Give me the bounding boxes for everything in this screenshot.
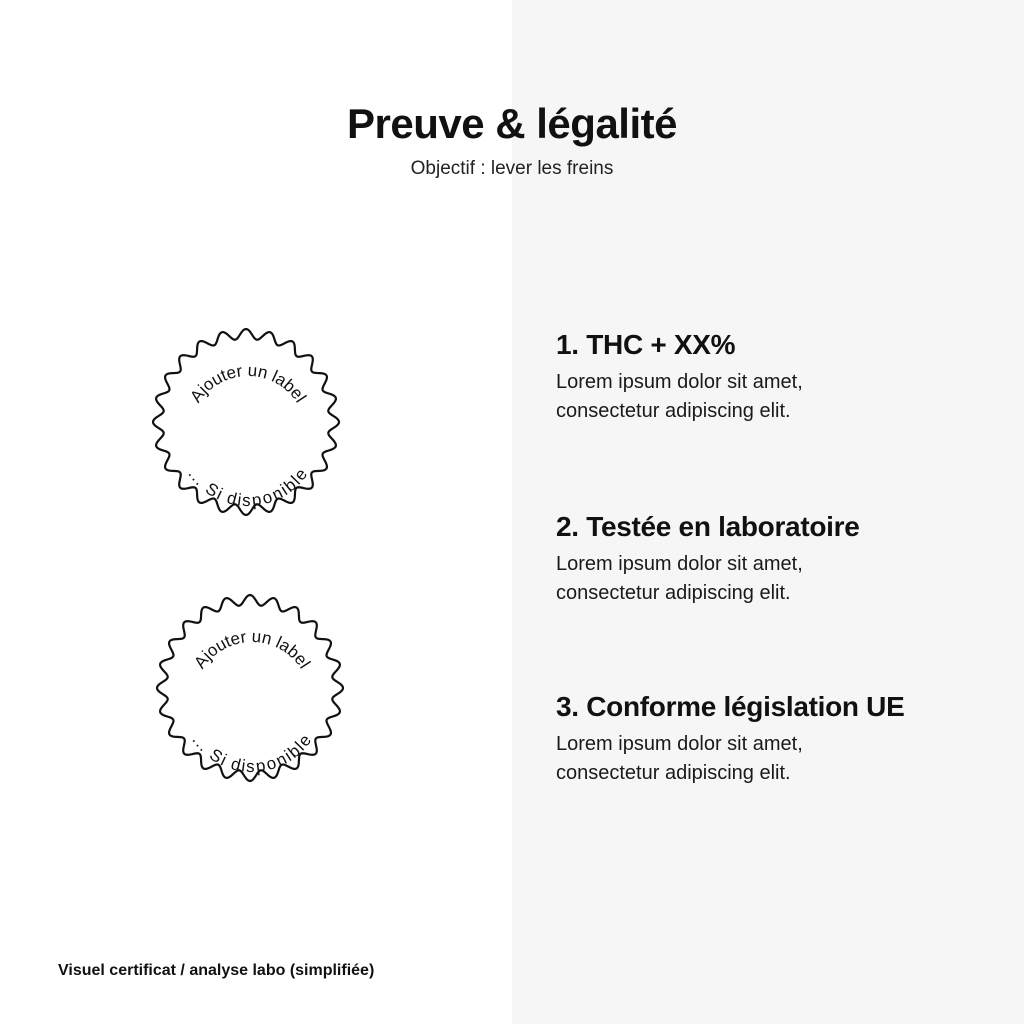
badge-top-text: Ajouter un label (186, 360, 311, 406)
proof-point-body: Lorem ipsum dolor sit amet, consectetur adipiscing elit. (556, 733, 803, 784)
proof-point (556, 326, 996, 426)
page-title: Preuve & légalité (347, 100, 677, 147)
badge-bottom-text: ... Si disponible (184, 464, 312, 511)
label-badge-1 (146, 322, 346, 522)
badge-top-text: Ajouter un label (190, 626, 315, 672)
page-subtitle: Objectif : lever les freins (410, 158, 614, 179)
scalloped-seal-icon (146, 322, 346, 522)
proof-point-title: 3. Conforme législation UE (556, 691, 905, 722)
label-badge-2 (150, 588, 350, 788)
proof-point (556, 688, 996, 788)
proof-point-title: 2. Testée en laboratoire (556, 511, 860, 542)
footer-caption: Visuel certificat / analyse labo (simplifiée) (58, 962, 375, 979)
header (0, 100, 1024, 180)
proof-point-title: 1. THC + XX% (556, 329, 736, 360)
proof-point-body: Lorem ipsum dolor sit amet, consectetur adipiscing elit. (556, 371, 803, 422)
scalloped-seal-icon (150, 588, 350, 788)
badge-bottom-text: ... Si disponible (188, 730, 316, 777)
proof-point (556, 508, 996, 608)
proof-point-body: Lorem ipsum dolor sit amet, consectetur adipiscing elit. (556, 553, 803, 604)
